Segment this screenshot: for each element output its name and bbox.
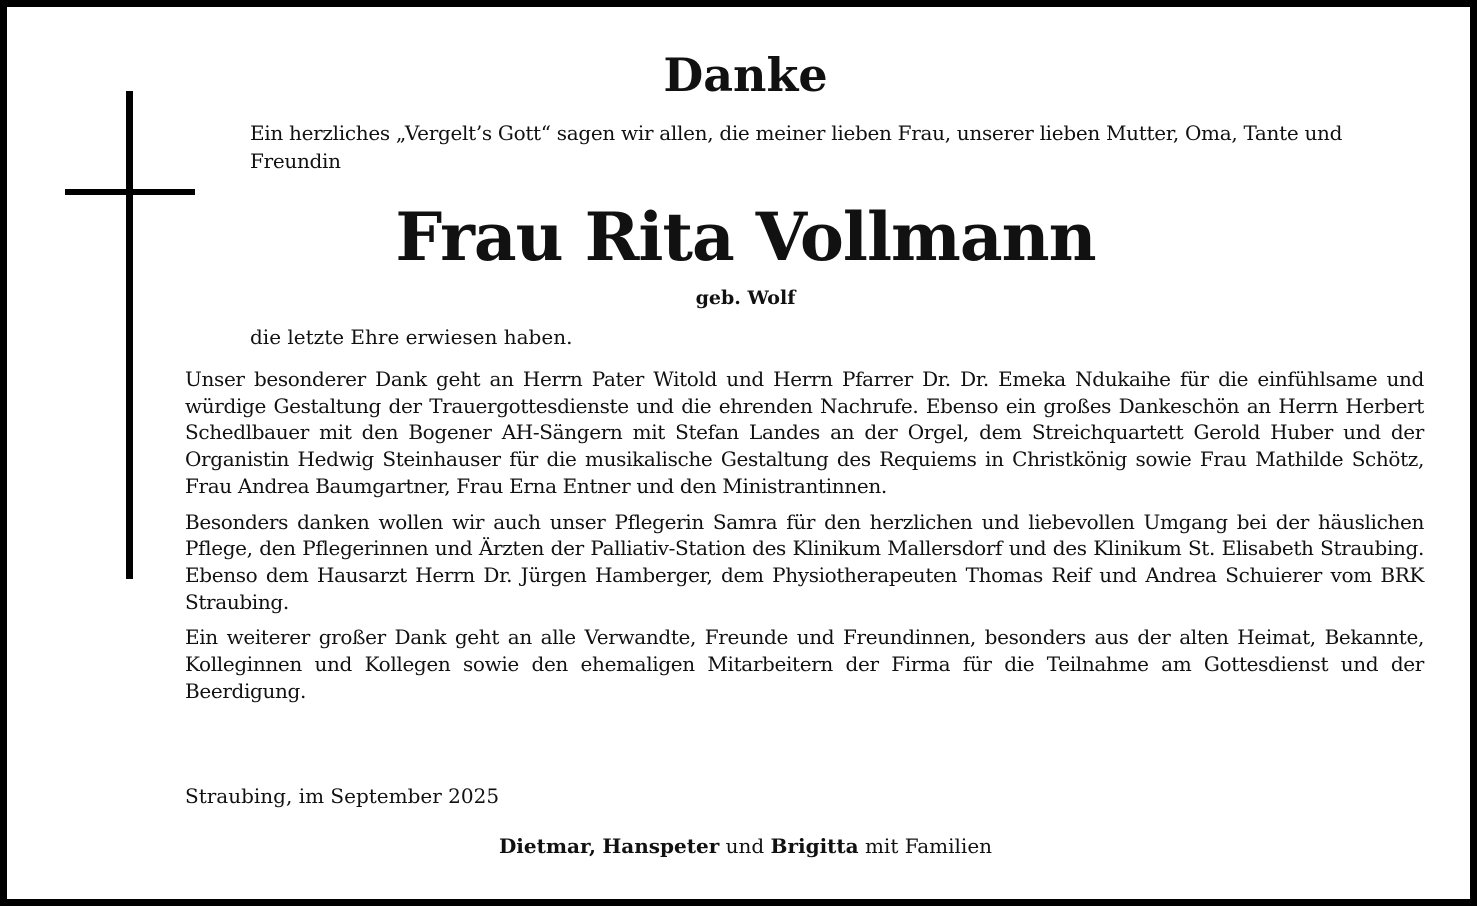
heading: Danke [663, 48, 828, 102]
thanks-paragraph-clergy: Unser besonderer Dank geht an Herrn Pater Witold und Herrn Pfarrer Dr. Dr. Emeka Ndukaihe für die einfühlsame und würdige Gestaltung der Trauergottesdienste und die ehrenden Nachrufe. Ebenso ein großes Dankeschön an Herrn Herbert Schedlbauer mit den Bogener AH-Sängern mit Stefan Landes an der Orgel, dem Streichquartett Gerold Huber und der Organistin Hedwig Steinhauser für die musikalische Gestaltung des Requiems in Christkönig sowie Frau Mathilde Schötz, Frau Andrea Baumgartner, Frau Erna Entner und den Ministrantinnen. [185, 367, 1424, 498]
thanks-body [185, 366, 1424, 713]
signature [7, 831, 1477, 861]
maiden-name: geb. Wolf [695, 287, 796, 309]
place-date: Straubing, im September 2025 [185, 784, 500, 808]
cross-vertical-bar [126, 91, 133, 579]
signature-joiner: und [725, 834, 765, 858]
deceased-name: Frau Rita Vollmann [395, 198, 1096, 276]
signature-name-dietmar: Dietmar, [498, 834, 597, 858]
signature-name-brigitta: Brigitta [770, 834, 859, 858]
signature-suffix: mit Familien [864, 834, 993, 858]
intro-text: Ein herzliches „Vergelt’s Gott“ sagen wir allen, die meiner lieben Frau, unserer lieben Mutter, Oma, Tante und Freundin [250, 121, 1343, 173]
thanks-paragraph-family: Ein weiterer großer Dank geht an alle Verwandte, Freunde und Freundinnen, besonders aus der alten Heimat, Bekannte, Kolleginnen und Kollegen sowie den ehemaligen Mitarbeitern der Firma für die Teilnahme am Gottesdienst und der Beerdigung. [185, 625, 1424, 703]
signature-name-hanspeter: Hanspeter [602, 834, 720, 858]
thanks-paragraph-care: Besonders danken wollen wir auch unser Pflegerin Samra für den herzlichen und liebevollen Umgang bei der häuslichen Pflege, den Pflegerinnen und Ärzten der Palliativ-Station des Klinikum Mallersdorf und des Klinikum St. Elisabeth Straubing. Ebenso dem Hausarzt Herrn Dr. Jürgen Hamberger, dem Physiotherapeuten Thomas Reif und Andrea Schuierer vom BRK Straubing. [185, 509, 1424, 614]
honor-line: die letzte Ehre erwiesen haben. [250, 325, 573, 349]
